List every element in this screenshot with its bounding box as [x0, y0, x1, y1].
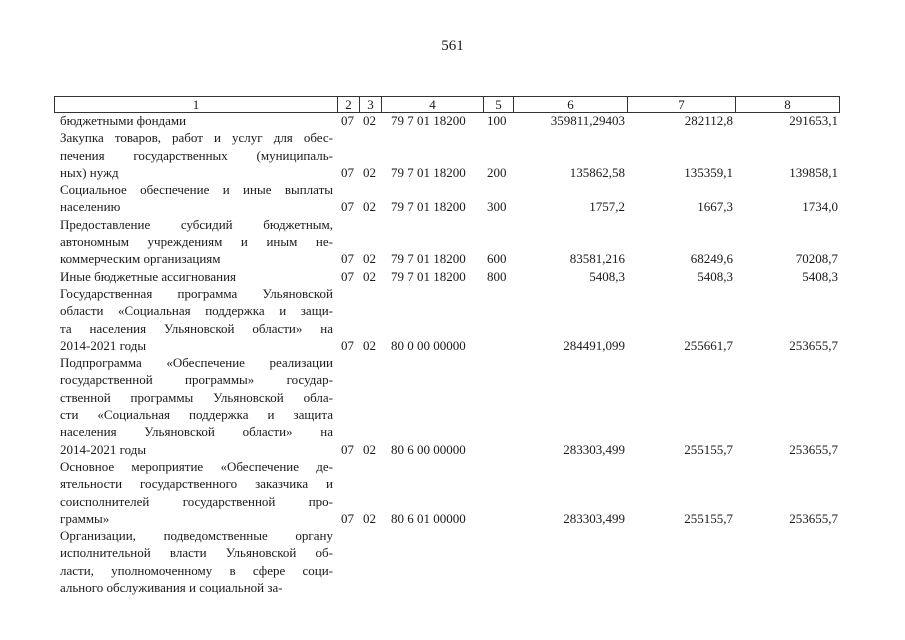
cell-c7: 255155,7: [684, 441, 733, 457]
description-line: Организации, подведомственные органу: [60, 528, 333, 544]
header-cell-7: 7: [627, 96, 735, 113]
cell-c7: 1667,3: [697, 199, 733, 215]
row-description: [60, 181, 333, 216]
description-line: ных) нужд: [60, 164, 119, 180]
cell-c2: 07: [341, 337, 354, 353]
description-line: Государственная программа Ульяновской: [60, 286, 333, 301]
cell-c7: 5408,3: [697, 268, 733, 284]
table-row: [0, 112, 905, 129]
cell-c6: 1757,2: [589, 199, 625, 215]
description-line: граммы»: [60, 510, 110, 526]
header-cell-8: 8: [735, 96, 840, 113]
cell-c2: 07: [341, 268, 354, 284]
row-description: [60, 354, 333, 458]
cell-c6: 283303,499: [563, 441, 625, 457]
description-line: 2014-2021 годы: [60, 337, 147, 353]
cell-c2: 07: [341, 510, 354, 526]
description-line: населению: [60, 199, 121, 215]
cell-c3: 02: [363, 199, 376, 215]
cell-c7: 282112,8: [684, 113, 733, 128]
row-description: [60, 129, 333, 181]
description-line: ального обслуживания и социальной за-: [60, 580, 283, 596]
description-line: Основное мероприятие «Обеспечение де-: [60, 459, 333, 474]
description-line: сти «Социальная поддержка и защита: [60, 407, 333, 423]
description-line: ласти, уполномоченному в сфере соци-: [60, 562, 333, 578]
header-cell-2: 2: [337, 96, 359, 113]
description-line: ятельности государственного заказчика и: [60, 476, 333, 492]
description-line: государственной программы» государ-: [60, 372, 333, 388]
page-number: 561: [441, 38, 464, 54]
cell-c3: 02: [363, 164, 376, 180]
description-line: коммерческим организациям: [60, 251, 221, 267]
cell-c6: 5408,3: [589, 268, 625, 284]
table-row: [0, 216, 905, 268]
cell-c5: 800: [487, 268, 507, 284]
cell-c8: 70208,7: [795, 251, 838, 267]
cell-c6: 359811,29403: [550, 113, 625, 128]
cell-c8: 253655,7: [789, 441, 838, 457]
cell-c7: 255661,7: [684, 337, 733, 353]
row-description: [60, 216, 333, 268]
table-row: [0, 129, 905, 181]
cell-c7: 255155,7: [684, 510, 733, 526]
cell-c5: 100: [487, 113, 507, 128]
cell-c3: 02: [363, 337, 376, 353]
cell-c7: 68249,6: [690, 251, 733, 267]
cell-c6: 135862,58: [569, 164, 625, 180]
description-line: автономным учреждениям и иным не-: [60, 234, 333, 250]
header-cell-1: 1: [54, 96, 337, 113]
cell-c4: 80 6 00 00000: [391, 441, 466, 457]
header-cell-4: 4: [381, 96, 483, 113]
header-cell-5: 5: [483, 96, 513, 113]
row-description: [60, 527, 333, 596]
row-description: [60, 112, 333, 129]
table-row: [0, 181, 905, 216]
cell-c4: 80 0 00 00000: [391, 337, 466, 353]
description-line: исполнительной власти Ульяновской об-: [60, 545, 333, 561]
cell-c8: 1734,0: [802, 199, 838, 215]
cell-c5: 600: [487, 251, 507, 267]
row-description: [60, 458, 333, 527]
cell-c2: 07: [341, 441, 354, 457]
header-cell-3: 3: [359, 96, 381, 113]
description-line: Иные бюджетные ассигнования: [60, 268, 237, 284]
cell-c6: 284491,099: [563, 337, 625, 353]
cell-c8: 253655,7: [789, 510, 838, 526]
cell-c4: 79 7 01 18200: [391, 268, 466, 284]
cell-c8: 253655,7: [789, 337, 838, 353]
cell-c3: 02: [363, 268, 376, 284]
description-line: населения Ульяновской области» на: [60, 424, 333, 440]
description-line: Социальное обеспечение и иные выплаты: [60, 182, 333, 198]
row-description: [60, 285, 333, 354]
cell-c5: 300: [487, 199, 507, 215]
cell-c3: 02: [363, 251, 376, 267]
description-line: Закупка товаров, работ и услуг для обес-: [60, 130, 333, 146]
description-line: области «Социальная поддержка и защи-: [60, 303, 333, 319]
table-row: [0, 268, 905, 285]
cell-c4: 79 7 01 18200: [391, 164, 466, 180]
table-row: [0, 354, 905, 458]
cell-c4: 79 7 01 18200: [391, 199, 466, 215]
cell-c4: 79 7 01 18200: [391, 251, 466, 267]
cell-c2: 07: [341, 164, 354, 180]
header-cell-6: 6: [513, 96, 627, 113]
cell-c4: 80 6 01 00000: [391, 510, 466, 526]
description-line: печения государственных (муниципаль-: [60, 147, 333, 163]
row-description: [60, 268, 333, 285]
description-line: ственной программы Ульяновской обла-: [60, 389, 333, 405]
cell-c7: 135359,1: [684, 164, 733, 180]
cell-c8: 139858,1: [789, 164, 838, 180]
description-line: та населения Ульяновской области» на: [60, 320, 333, 336]
cell-c6: 283303,499: [563, 510, 625, 526]
table-row: [0, 285, 905, 354]
cell-c4: 79 7 01 18200: [391, 113, 466, 128]
description-line: бюджетными фондами: [60, 113, 187, 128]
description-line: Предоставление субсидий бюджетным,: [60, 216, 333, 232]
cell-c3: 02: [363, 113, 376, 128]
description-line: Подпрограмма «Обеспечение реализации: [60, 355, 333, 371]
cell-c6: 83581,216: [569, 251, 625, 267]
cell-c2: 07: [341, 251, 354, 267]
cell-c8: 5408,3: [802, 268, 838, 284]
cell-c2: 07: [341, 199, 354, 215]
cell-c8: 291653,1: [789, 113, 838, 128]
description-line: соисполнителей государственной про-: [60, 493, 333, 509]
cell-c5: 200: [487, 164, 507, 180]
cell-c3: 02: [363, 510, 376, 526]
cell-c3: 02: [363, 441, 376, 457]
description-line: 2014-2021 годы: [60, 441, 147, 457]
cell-c2: 07: [341, 113, 354, 128]
table-row: [0, 527, 905, 596]
table-row: [0, 458, 905, 527]
